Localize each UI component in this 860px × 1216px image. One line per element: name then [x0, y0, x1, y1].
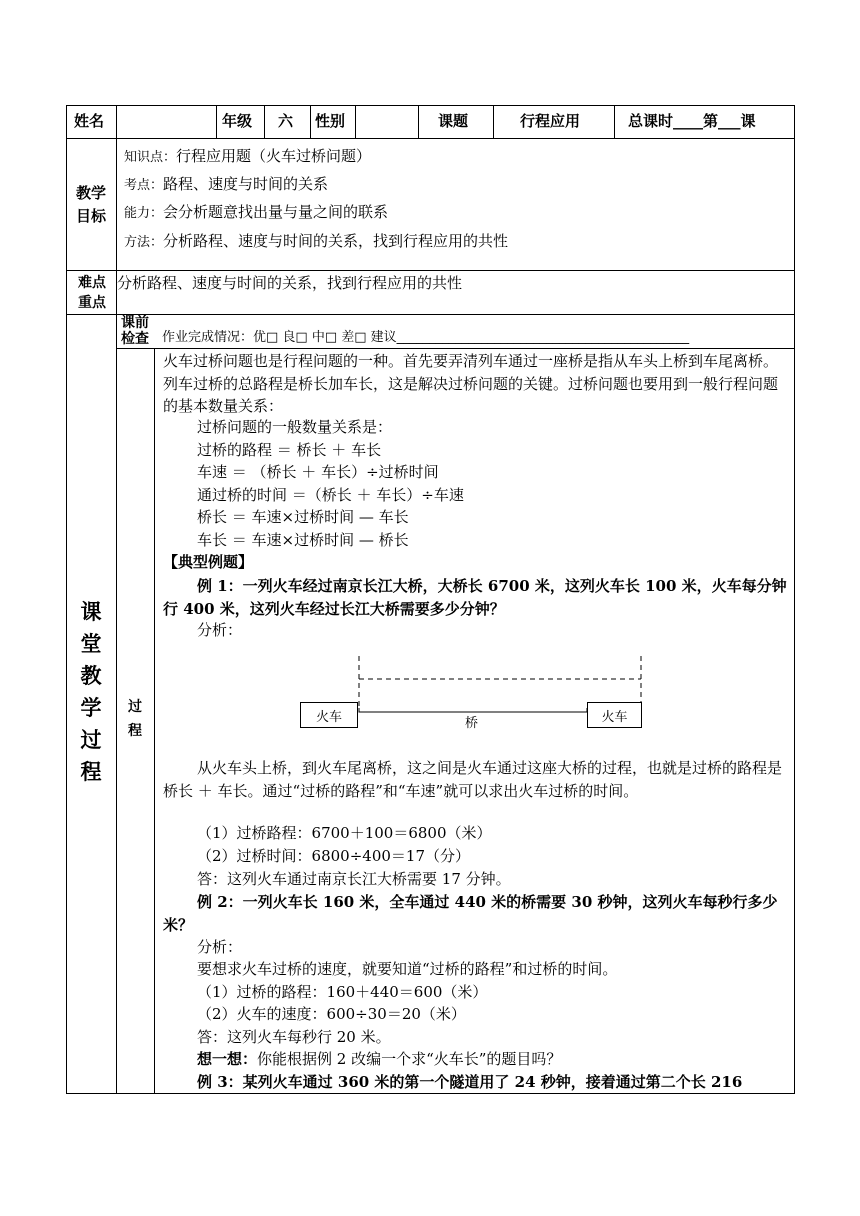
- name-label: 姓名: [74, 112, 105, 130]
- relation-line: 过桥的路程 ＝ 桥长 ＋ 车长: [197, 441, 382, 459]
- total-lessons: 总课时____第___课: [628, 112, 756, 130]
- objectives-label: 目标: [76, 207, 107, 225]
- grade-label: 年级: [222, 112, 253, 130]
- intro-paragraph: 火车过桥问题也是行程问题的一种。首先要弄清列车通过一座桥是指从车头上桥到车尾离桥。列车过桥的总路程是桥长加车长，这是解决过桥问题的关键。过桥问题也要用到一般行程问题的基本数量关系：: [163, 352, 779, 415]
- step-1-2: （2）过桥时间：6800÷400＝17（分）: [197, 847, 471, 865]
- think-line: 想一想：你能根据例 2 改编一个求“火车长”的题目吗？: [197, 1050, 562, 1068]
- precheck-label: 课前: [121, 315, 149, 331]
- table-col-line: [310, 105, 311, 138]
- classroom-process-label: 课 堂 教 学 过 程: [80, 599, 102, 784]
- table-border-top: [66, 105, 795, 106]
- topic-value: 行程应用: [520, 112, 581, 130]
- grade-value: 六: [278, 112, 294, 130]
- answer-1: 答：这列火车通过南京长江大桥需要 17 分钟。: [197, 870, 511, 888]
- example-3: 例 3：某列火车通过 360 米的第一个隧道用了 24 秒钟，接着通过第二个长 216: [197, 1073, 743, 1091]
- section-title: 【典型例题】: [163, 553, 254, 571]
- precheck-text: 作业完成情况：优□ 良□ 中□ 差□ 建议_____________________________________________: [162, 330, 690, 345]
- table-col-line: [355, 105, 356, 138]
- table-col-line: [418, 105, 419, 138]
- analysis-2-text: 要想求火车过桥的速度，就要知道“过桥的路程”和过桥的时间。: [197, 960, 618, 978]
- explanation-1: 从火车头上桥，到火车尾离桥，这之间是火车通过这座大桥的过程，也就是过桥的路程是桥长 ＋ 车长。通过“过桥的路程”和“车速”就可以求出火车过桥的时间。: [163, 759, 783, 800]
- relation-line: 车速 ＝ （桥长 ＋ 车长）÷过桥时间: [197, 463, 439, 481]
- table-border-bottom: [66, 1093, 795, 1094]
- table-border-right: [794, 105, 795, 1094]
- objectives-label: 教学: [76, 184, 107, 202]
- table-col-line: [216, 105, 217, 138]
- table-col-line: [116, 105, 117, 1094]
- table-row-line: [116, 348, 795, 349]
- topic-label: 课题: [438, 112, 469, 130]
- step-1-1: （1）过桥路程：6700＋100＝6800（米）: [197, 824, 492, 842]
- example-1: 例 1：一列火车经过南京长江大桥，大桥长 6700 米，这列火车长 100 米，火车每分钟行 400 米，这列火车经过长江大桥需要多少分钟？: [163, 577, 787, 618]
- difficulty-label: 重点: [78, 295, 106, 311]
- relation-line: 通过桥的时间 ＝（桥长 ＋ 车长）÷车速: [197, 486, 464, 504]
- bridge-label: 桥: [465, 716, 479, 731]
- relation-line: 桥长 ＝ 车速×过桥时间 — 车长: [197, 508, 409, 526]
- gender-label: 性别: [315, 112, 346, 130]
- train-right-box: 火车: [587, 702, 642, 728]
- objective-knowledge: 知识点：行程应用题（火车过桥问题）: [124, 147, 372, 165]
- objective-exam: 考点：路程、速度与时间的关系: [124, 175, 329, 193]
- table-col-line: [614, 105, 615, 138]
- step-2-2: （2）火车的速度：600÷30＝20（米）: [197, 1005, 466, 1023]
- precheck-label: 检查: [121, 331, 149, 347]
- table-col-line: [264, 105, 265, 138]
- difficulty-text: 分析路程、速度与时间的关系，找到行程应用的共性: [117, 274, 463, 292]
- process-label: 程: [128, 723, 142, 739]
- table-row-line: [66, 314, 795, 315]
- objective-ability: 能力：会分析题意找出量与量之间的联系: [124, 203, 389, 221]
- table-col-line: [154, 348, 155, 1094]
- analysis-2-label: 分析：: [197, 938, 243, 956]
- example-2: 例 2：一列火车长 160 米，全车通过 440 米的桥需要 30 秒钟，这列火车每秒行多少米？: [163, 893, 778, 934]
- table-row-line: [66, 270, 795, 271]
- step-2-1: （1）过桥的路程：160＋440＝600（米）: [197, 983, 488, 1001]
- objective-method: 方法：分析路程、速度与时间的关系，找到行程应用的共性: [124, 232, 509, 250]
- analysis-label: 分析：: [197, 621, 243, 639]
- train-left-box: 火车: [300, 702, 358, 728]
- relations-title: 过桥问题的一般数量关系是：: [197, 418, 393, 436]
- relation-line: 车长 ＝ 车速×过桥时间 — 桥长: [197, 531, 409, 549]
- answer-2: 答：这列火车每秒行 20 米。: [197, 1028, 391, 1046]
- table-row-line: [66, 138, 795, 139]
- difficulty-label: 难点: [78, 275, 106, 291]
- process-label: 过: [128, 699, 142, 715]
- table-col-line: [493, 105, 494, 138]
